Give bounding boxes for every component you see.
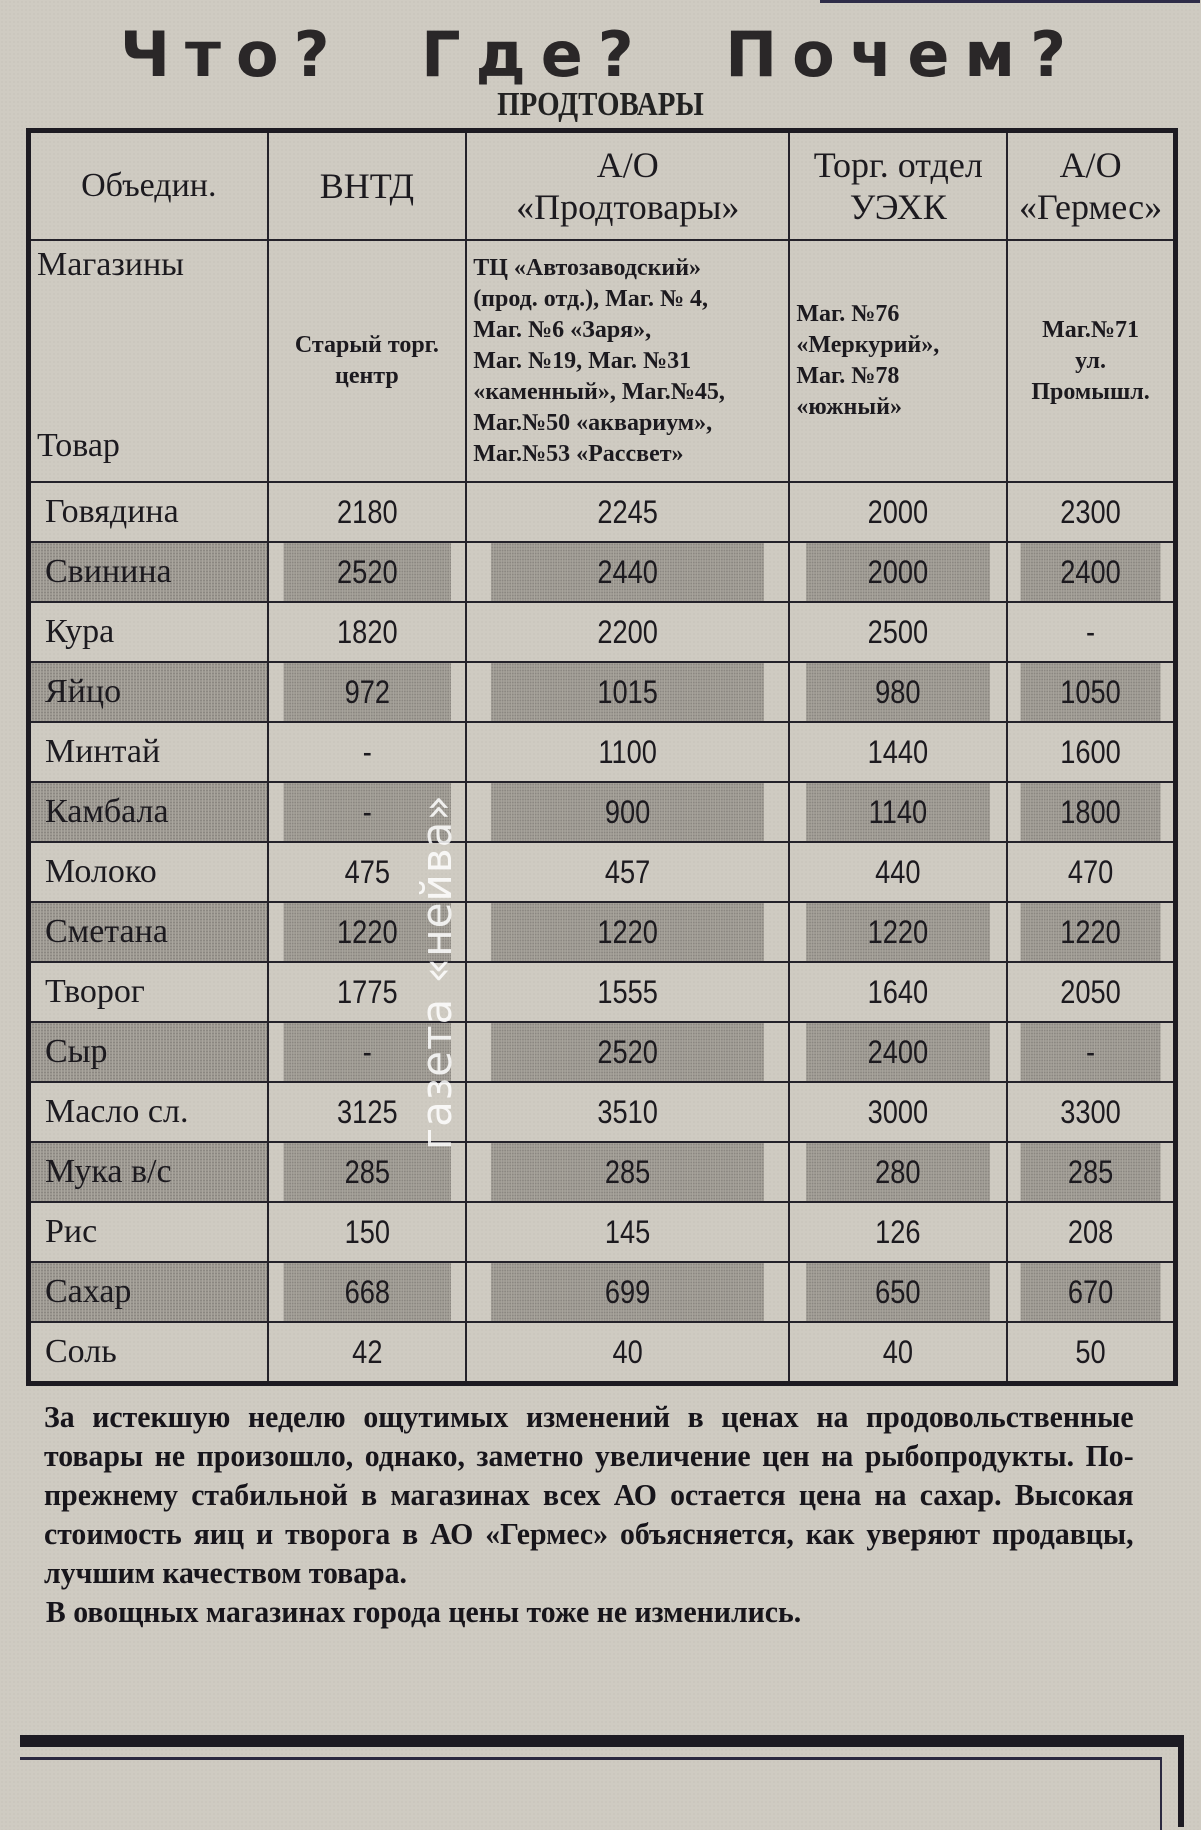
shop-line: Маг. №19, Маг. №31	[473, 347, 692, 374]
goods-label: Товар	[37, 427, 120, 464]
shop-line: ТЦ «Автозаводский»	[473, 254, 702, 281]
shop-line: «южный»	[796, 394, 902, 420]
shop-line: Маг.№53 «Рассвет»	[473, 440, 684, 467]
article-paragraph: В овощных магазинах города цены тоже не изменились.	[45, 1594, 802, 1629]
price-cell: 699	[490, 1262, 765, 1322]
table-row	[29, 1082, 1176, 1142]
header-col-uehk	[789, 131, 1007, 241]
price-cell: 1220	[1020, 902, 1163, 962]
price-cell: 2180	[282, 482, 451, 542]
table-row	[29, 542, 1176, 602]
table-row	[29, 482, 1176, 542]
price-cell: 475	[282, 842, 451, 902]
article-text	[44, 1397, 1134, 1631]
price-cell: -	[282, 782, 451, 842]
price-cell: -	[282, 1022, 451, 1082]
shop-line: «каменный», Маг.№45,	[473, 378, 725, 405]
table-row	[29, 962, 1176, 1022]
price-cell: 285	[282, 1142, 451, 1202]
table-row	[29, 1322, 1176, 1384]
price-cell: 1640	[806, 962, 991, 1022]
price-cell: 2050	[1020, 962, 1163, 1022]
price-cell: 1220	[490, 902, 765, 962]
shop-line: (прод. отд.), Маг. № 4,	[473, 285, 709, 312]
next-article-frame	[20, 1735, 1184, 1827]
price-cell: 40	[490, 1322, 765, 1384]
product-name: Минтай	[29, 722, 268, 782]
price-cell: 280	[806, 1142, 991, 1202]
section-title: ПРОДТОВАРЫ	[497, 86, 704, 123]
header-line: «Гермес»	[1018, 187, 1163, 227]
product-name: Свинина	[29, 542, 268, 602]
header-association-label: Объедин.	[29, 131, 268, 241]
table-row	[29, 1262, 1176, 1322]
price-cell: 2520	[490, 1022, 765, 1082]
header-line: «Продтовары»	[516, 187, 740, 227]
frame-inner-rule	[20, 1757, 1162, 1830]
price-cell: 1800	[1020, 782, 1163, 842]
product-name: Мука в/с	[29, 1142, 268, 1202]
price-cell: 2520	[282, 542, 451, 602]
shop-line: Старый торг.	[294, 332, 439, 358]
price-cell: 40	[806, 1322, 991, 1384]
price-cell: 2245	[490, 482, 765, 542]
watermark: газета «нейва»	[412, 793, 461, 1150]
shops-prodtovary	[466, 240, 789, 482]
table-row	[29, 842, 1176, 902]
price-cell: 457	[490, 842, 765, 902]
table-row	[29, 1202, 1176, 1262]
price-cell: 145	[490, 1202, 765, 1262]
price-cell: 285	[1020, 1142, 1163, 1202]
price-cell: 650	[806, 1262, 991, 1322]
shops-germes	[1007, 240, 1175, 482]
price-cell: 1140	[806, 782, 991, 842]
shop-line: Маг.№50 «аквариум»,	[473, 409, 713, 436]
header-line: ВНТД	[319, 166, 415, 206]
header-line: А/О	[1059, 145, 1122, 185]
product-name: Рис	[29, 1202, 268, 1262]
header-col-vntd	[268, 131, 467, 241]
price-cell: 1555	[490, 962, 765, 1022]
table-row	[29, 662, 1176, 722]
price-cell: 2200	[490, 602, 765, 662]
price-cell: 670	[1020, 1262, 1163, 1322]
header-row-shops	[29, 240, 1176, 482]
shop-line: ул.	[1075, 347, 1106, 374]
price-cell: 1775	[282, 962, 451, 1022]
price-cell: 1820	[282, 602, 451, 662]
article-paragraph: За истекшую неделю ощутимых изменений в ценах на продовольственные товары не произошло, однако, заметно увеличение цен на рыбопродукты. По-прежнему стабильной в магазинах всех АО остается цена на сахар. Высокая стоимость яиц и творога в АО «Гермес» объясняется, как уверяют продавцы, лучшим качеством товара.	[44, 1399, 1134, 1590]
shop-line: центр	[334, 363, 399, 389]
price-cell: -	[1020, 602, 1163, 662]
price-cell: 3510	[490, 1082, 765, 1142]
product-name: Яйцо	[29, 662, 268, 722]
price-cell: 1015	[490, 662, 765, 722]
top-rule	[820, 0, 1200, 3]
price-cell: 3000	[806, 1082, 991, 1142]
price-cell: 1100	[490, 722, 765, 782]
shop-line: Промышл.	[1031, 378, 1150, 405]
header-col-germes	[1007, 131, 1175, 241]
table-row	[29, 1142, 1176, 1202]
price-cell: 2500	[806, 602, 991, 662]
shop-line: Маг. №6 «Заря»,	[473, 316, 652, 343]
price-cell: 972	[282, 662, 451, 722]
price-cell: 285	[490, 1142, 765, 1202]
product-name: Сыр	[29, 1022, 268, 1082]
product-name: Соль	[29, 1322, 268, 1384]
shop-line: «Меркурий»,	[796, 332, 940, 358]
price-cell: 2400	[1020, 542, 1163, 602]
header-line: Торг. отдел	[813, 145, 983, 185]
shop-line: Маг.№71	[1042, 316, 1140, 343]
table-row	[29, 1022, 1176, 1082]
price-cell: 980	[806, 662, 991, 722]
table-row	[29, 722, 1176, 782]
header-line: А/О	[596, 145, 659, 185]
shops-label: Магазины	[37, 246, 185, 283]
product-name: Сахар	[29, 1262, 268, 1322]
price-cell: 2000	[806, 482, 991, 542]
price-cell: 150	[282, 1202, 451, 1262]
header-row-associations	[29, 131, 1176, 241]
price-cell: 2000	[806, 542, 991, 602]
price-cell: 3300	[1020, 1082, 1163, 1142]
product-name: Творог	[29, 962, 268, 1022]
shop-line: Маг. №78	[796, 363, 900, 389]
price-cell: 1050	[1020, 662, 1163, 722]
product-name: Камбала	[29, 782, 268, 842]
table-row	[29, 782, 1176, 842]
shops-uehk	[789, 240, 1007, 482]
product-name: Масло сл.	[29, 1082, 268, 1142]
price-cell: -	[1020, 1022, 1163, 1082]
product-name: Молоко	[29, 842, 268, 902]
product-name: Кура	[29, 602, 268, 662]
price-cell: 470	[1020, 842, 1163, 902]
price-cell: 1220	[806, 902, 991, 962]
headline: Что? Где? Почем?	[119, 18, 1082, 91]
product-name: Говядина	[29, 482, 268, 542]
shop-line: Маг. №76	[796, 301, 900, 327]
price-cell: 2300	[1020, 482, 1163, 542]
price-cell: 900	[490, 782, 765, 842]
shops-vntd	[268, 240, 467, 482]
price-cell: 3125	[282, 1082, 451, 1142]
header-line: УЭХК	[849, 187, 947, 227]
table-row	[29, 602, 1176, 662]
header-shops-goods-label	[29, 240, 268, 482]
price-cell: 1600	[1020, 722, 1163, 782]
price-cell: 1220	[282, 902, 451, 962]
product-name: Сметана	[29, 902, 268, 962]
price-cell: -	[282, 722, 451, 782]
price-cell: 208	[1020, 1202, 1163, 1262]
price-table	[26, 128, 1178, 1386]
price-cell: 2400	[806, 1022, 991, 1082]
price-cell: 2440	[490, 542, 765, 602]
header-col-prodtovary	[466, 131, 789, 241]
price-cell: 1440	[806, 722, 991, 782]
price-cell: 42	[282, 1322, 451, 1384]
price-cell: 668	[282, 1262, 451, 1322]
price-cell: 50	[1020, 1322, 1163, 1384]
price-cell: 440	[806, 842, 991, 902]
table-row	[29, 902, 1176, 962]
price-cell: 126	[806, 1202, 991, 1262]
